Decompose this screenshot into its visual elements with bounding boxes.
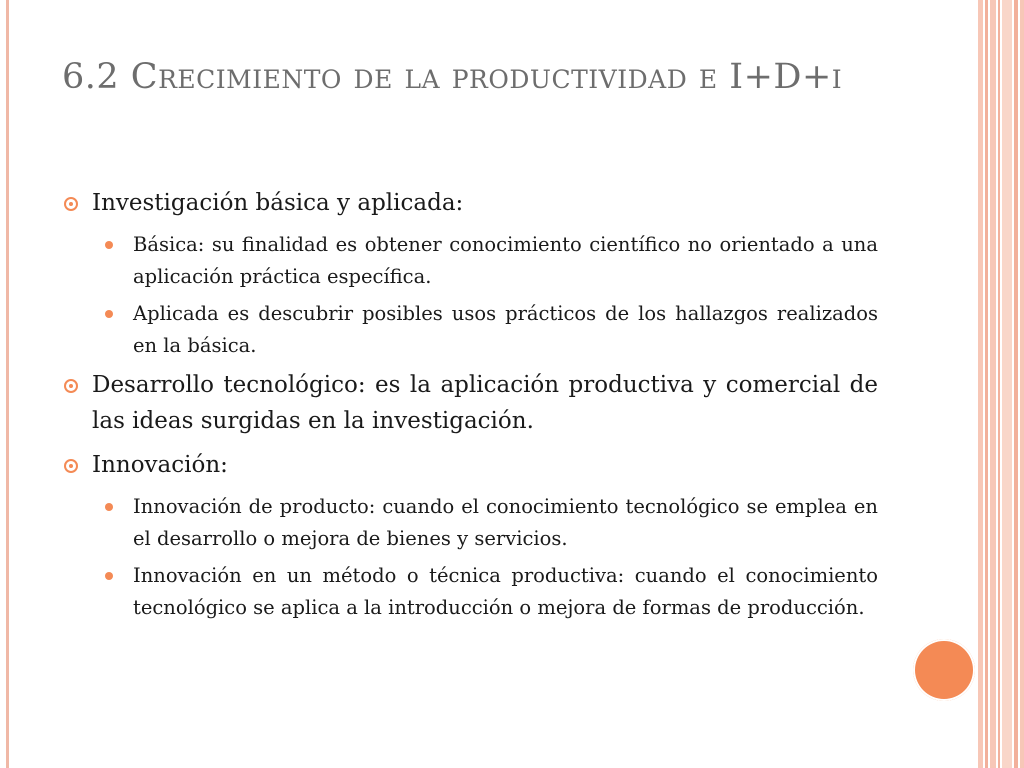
bullet-text: Desarrollo tecnológico: es la aplicación productiva y comercial de las ideas surgidas en la investigación.	[92, 372, 878, 434]
sub-bullet-item-innovacion-metodo	[62, 560, 878, 624]
dot-bullet-icon	[105, 572, 113, 580]
sub-bullet-text: Aplicada es descubrir posibles usos prácticos de los hallazgos realizados en la básica.	[133, 302, 878, 357]
sub-bullet-item-innovacion-producto	[62, 491, 878, 555]
sub-bullet-item-aplicada	[62, 298, 878, 362]
slide-title: 6.2 Crecimiento de la productividad e I+D+i	[62, 57, 843, 97]
bullet-item-investigacion	[62, 185, 878, 221]
ring-bullet-icon	[64, 197, 78, 211]
right-stripe-decoration	[978, 0, 983, 768]
left-border-decoration	[6, 0, 9, 768]
dot-bullet-icon	[105, 310, 113, 318]
ring-bullet-icon	[64, 459, 78, 473]
right-stripe-decoration	[998, 0, 1000, 768]
slide-content	[62, 185, 878, 629]
bullet-text: Innovación:	[92, 452, 228, 478]
dot-bullet-icon	[105, 503, 113, 511]
bullet-text: Investigación básica y aplicada:	[92, 190, 464, 216]
right-stripe-decoration	[1014, 0, 1018, 768]
bullet-item-desarrollo	[62, 367, 878, 439]
ring-bullet-icon	[64, 379, 78, 393]
right-stripe-decoration	[1020, 0, 1024, 768]
sub-bullet-text: Básica: su finalidad es obtener conocimiento científico no orientado a una aplicación práctica específica.	[133, 233, 878, 288]
right-stripe-decoration	[1002, 0, 1012, 768]
right-stripe-decoration	[985, 0, 988, 768]
sub-bullet-text: Innovación de producto: cuando el conocimiento tecnológico se emplea en el desarrollo o mejora de bienes y servicios.	[133, 495, 878, 550]
sub-bullet-text: Innovación en un método o técnica productiva: cuando el conocimiento tecnológico se aplica a la introducción o mejora de formas de producción.	[133, 564, 878, 619]
right-stripe-decoration	[990, 0, 996, 768]
dot-bullet-icon	[105, 241, 113, 249]
sub-bullet-item-basica	[62, 229, 878, 293]
bullet-item-innovacion	[62, 447, 878, 483]
orange-circle-decoration	[913, 639, 975, 701]
